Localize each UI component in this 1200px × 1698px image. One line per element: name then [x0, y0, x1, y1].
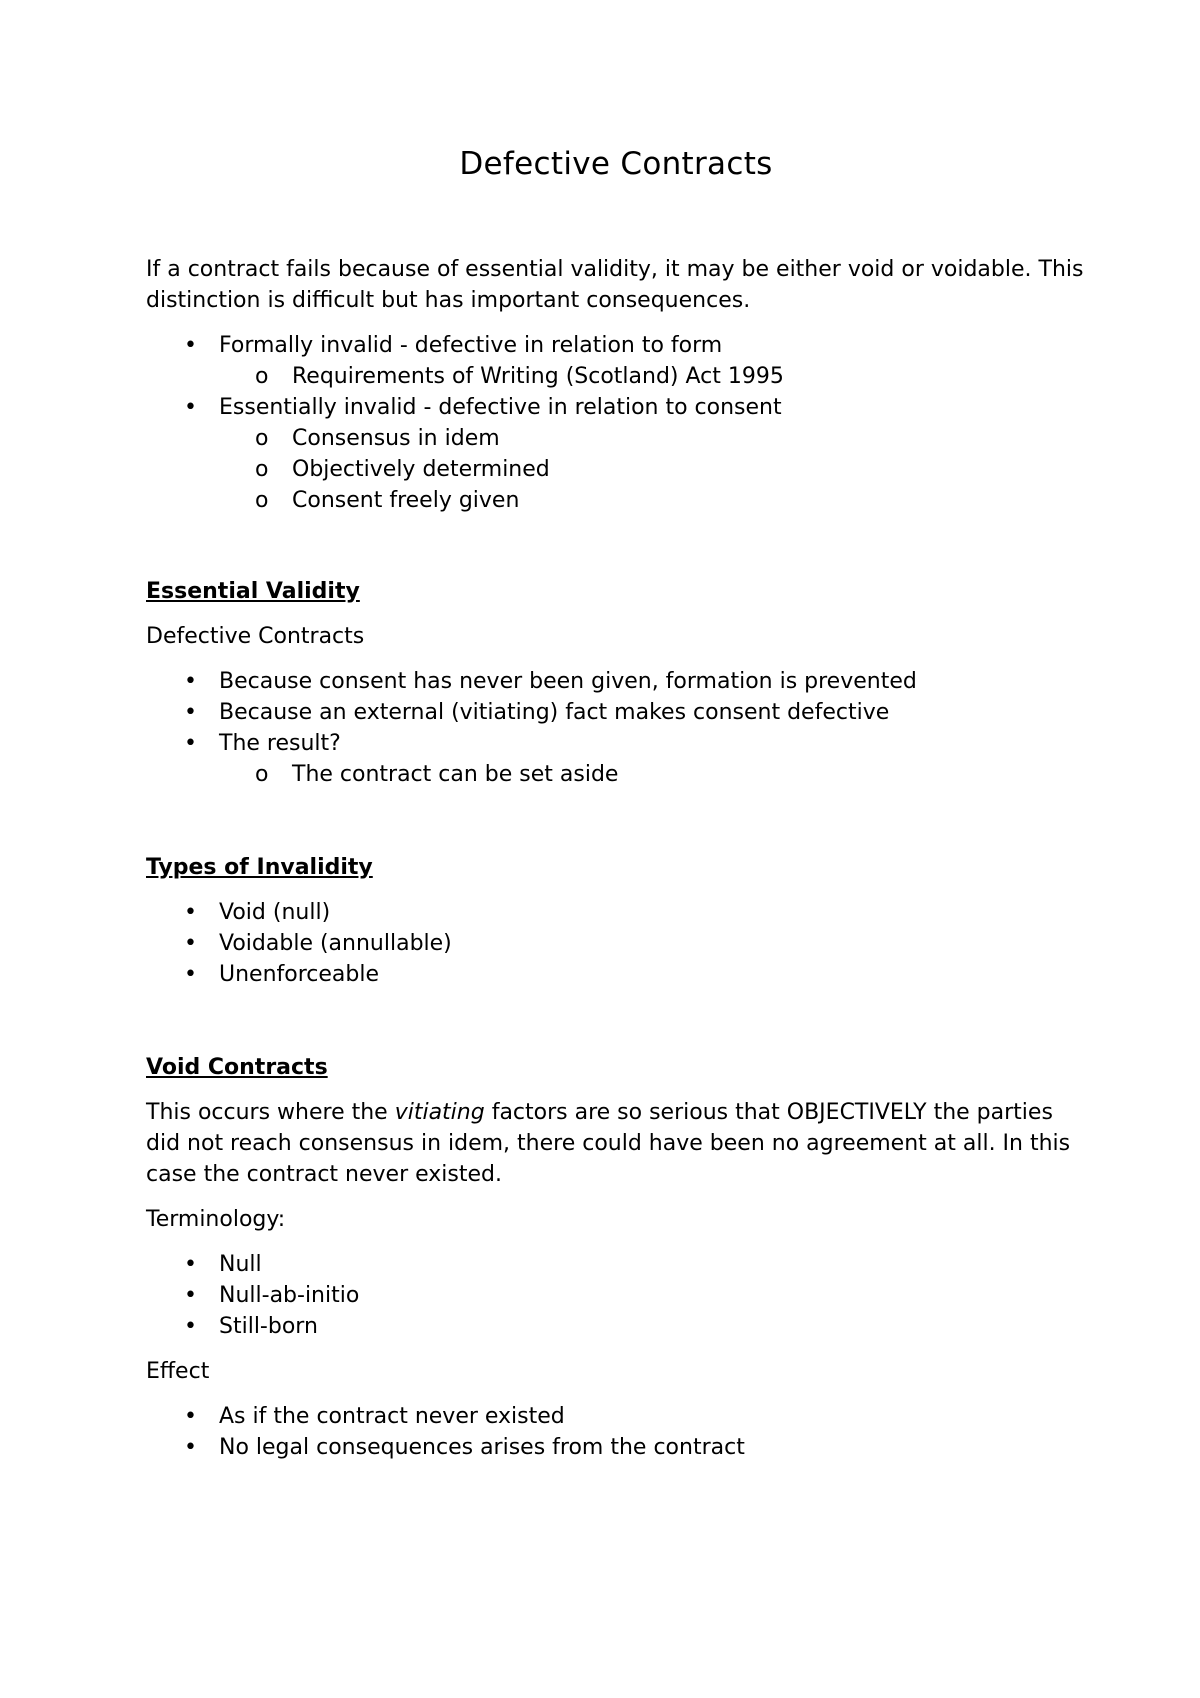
list-item: [146, 959, 1086, 990]
bullet-icon: •: [184, 669, 197, 694]
page-title: Defective Contracts: [459, 146, 773, 182]
void-text-start: This occurs where the: [146, 1100, 395, 1125]
document-page: [146, 130, 1086, 1463]
list-item-label: Still-born: [219, 1314, 318, 1339]
types-list: [146, 897, 1086, 990]
list-item: [146, 392, 1086, 516]
list-item: [146, 728, 1086, 790]
void-contracts-paragraph: [146, 1097, 1086, 1190]
sub-list: [219, 423, 1086, 516]
bullet-icon: •: [184, 1252, 197, 1277]
list-item: [146, 1249, 1086, 1280]
bullet-icon: •: [184, 700, 197, 725]
sub-bullet-icon: o: [255, 762, 269, 787]
list-item: [146, 697, 1086, 728]
terminology-list: [146, 1249, 1086, 1342]
sub-list-item: [219, 485, 1086, 516]
bullet-icon: •: [184, 1435, 197, 1460]
list-item: [146, 1311, 1086, 1342]
list-item: [146, 928, 1086, 959]
intro-paragraph: If a contract fails because of essential validity, it may be either void or voidable. This distinction is difficult but has important consequences.: [146, 257, 1084, 313]
list-item-label: Voidable (annullable): [219, 931, 452, 956]
list-item: [146, 666, 1086, 697]
list-item-label: Null-ab-initio: [219, 1283, 360, 1308]
sub-list-item: [219, 454, 1086, 485]
void-text-end: factors are so serious that OBJECTIVELY the parties did not reach consensus in idem, there could have been no agreement at all. In this case the contract never existed.: [146, 1100, 1071, 1187]
bullet-icon: •: [184, 1404, 197, 1429]
terminology-label: Terminology:: [146, 1207, 286, 1232]
sub-bullet-icon: o: [255, 488, 269, 513]
list-item: [146, 897, 1086, 928]
list-item-label: No legal consequences arises from the contract: [219, 1435, 745, 1460]
list-item-label: Essentially invalid - defective in relation to consent: [219, 395, 782, 420]
bullet-icon: •: [184, 1314, 197, 1339]
bullet-icon: •: [184, 931, 197, 956]
list-item: [146, 1401, 1086, 1432]
list-item: [146, 1280, 1086, 1311]
essential-validity-list: [146, 666, 1086, 790]
sub-list-item-label: Objectively determined: [292, 457, 550, 482]
bullet-icon: •: [184, 333, 197, 358]
invalidity-list: [146, 330, 1086, 516]
sub-list-item-label: Consent freely given: [292, 488, 520, 513]
void-text-italic: vitiating: [394, 1100, 485, 1125]
bullet-icon: •: [184, 900, 197, 925]
sub-list-item: [219, 423, 1086, 454]
list-item: [146, 330, 1086, 392]
list-item: [146, 1432, 1086, 1463]
void-contracts-heading: Void Contracts: [146, 1055, 328, 1080]
types-of-invalidity-heading: Types of Invalidity: [146, 855, 373, 880]
list-item-label: Because consent has never been given, formation is prevented: [219, 669, 917, 694]
essential-validity-heading: Essential Validity: [146, 579, 360, 604]
bullet-icon: •: [184, 731, 197, 756]
list-item-label: Null: [219, 1252, 262, 1277]
sub-list-item-label: Consensus in idem: [292, 426, 500, 451]
sub-list-item: [219, 361, 1086, 392]
bullet-icon: •: [184, 1283, 197, 1308]
list-item-label: Because an external (vitiating) fact makes consent defective: [219, 700, 890, 725]
list-item-label: The result?: [219, 731, 341, 756]
sub-bullet-icon: o: [255, 364, 269, 389]
list-item-label: Unenforceable: [219, 962, 380, 987]
sub-list-item-label: Requirements of Writing (Scotland) Act 1995: [292, 364, 784, 389]
sub-list-item: [219, 759, 1086, 790]
sub-bullet-icon: o: [255, 426, 269, 451]
bullet-icon: •: [184, 962, 197, 987]
bullet-icon: •: [184, 395, 197, 420]
sub-list: [219, 361, 1086, 392]
effect-label: Effect: [146, 1359, 210, 1384]
list-item-label: Void (null): [219, 900, 331, 925]
list-item-label: Formally invalid - defective in relation to form: [219, 333, 723, 358]
list-item-label: As if the contract never existed: [219, 1404, 565, 1429]
sub-list-item-label: The contract can be set aside: [292, 762, 619, 787]
essential-validity-subheading: Defective Contracts: [146, 624, 365, 649]
effect-list: [146, 1401, 1086, 1463]
sub-list: [219, 759, 1086, 790]
sub-bullet-icon: o: [255, 457, 269, 482]
